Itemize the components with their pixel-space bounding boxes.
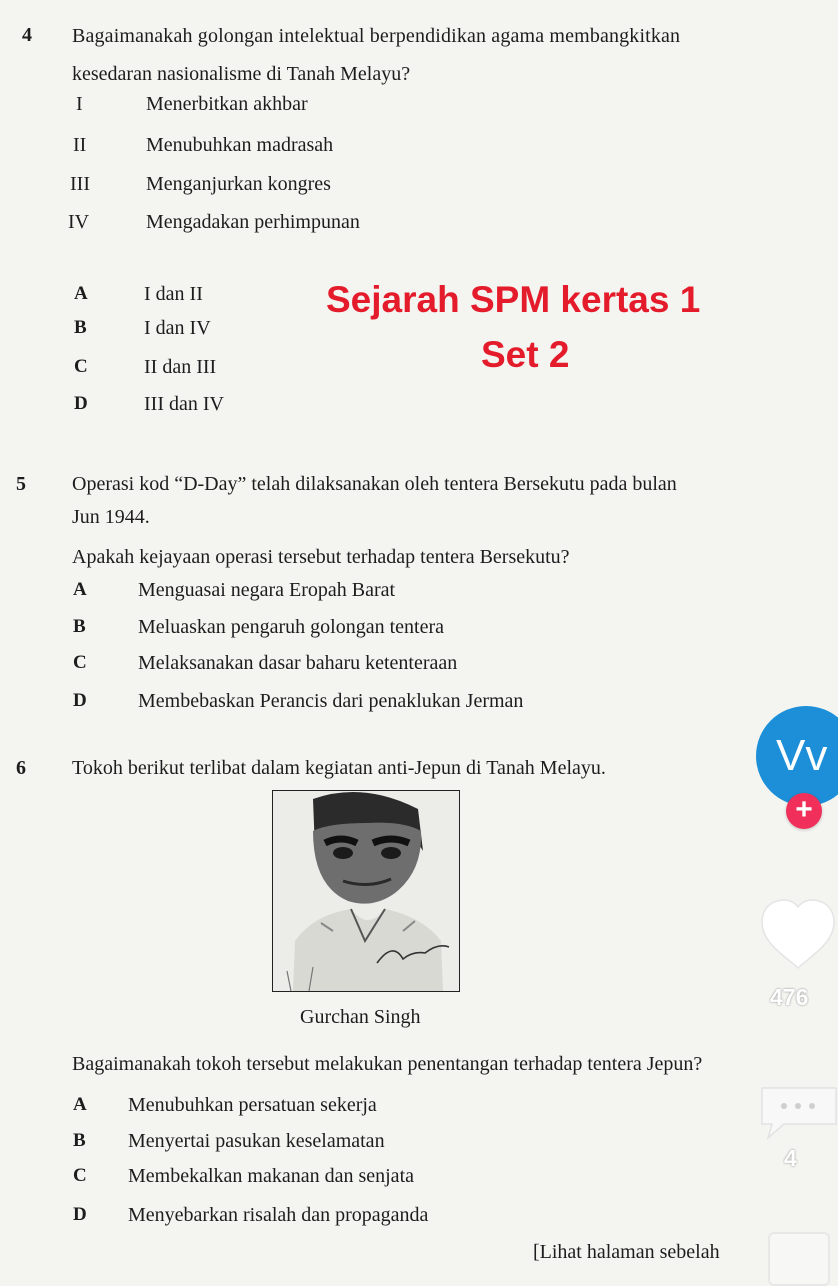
- q4-statement-text: Menerbitkan akhbar: [146, 93, 308, 115]
- question-6-stem: Tokoh berikut terlibat dalam kegiatan anti-Jepun di Tanah Melayu.: [72, 757, 606, 779]
- q4-option-text: I dan II: [144, 283, 203, 305]
- q4-option-letter: C: [74, 356, 88, 377]
- question-4-stem-line1: Bagaimanakah golongan intelektual berpendidikan agama membangkitkan: [72, 25, 681, 47]
- q5-option-text: Meluaskan pengaruh golongan tentera: [138, 616, 445, 638]
- q6-option-text: Menyertai pasukan keselamatan: [128, 1130, 385, 1152]
- q4-statement-roman: I: [76, 93, 83, 115]
- q4-option-letter: A: [74, 283, 88, 304]
- q5-option-text: Membebaskan Perancis dari penaklukan Jerman: [138, 690, 524, 712]
- comment-count: 4: [784, 1145, 797, 1171]
- q5-option-letter: D: [73, 690, 87, 711]
- follow-button[interactable]: +: [786, 793, 822, 829]
- like-count: 476: [770, 984, 809, 1010]
- q4-option-text: I dan IV: [144, 317, 211, 339]
- q4-option-letter: D: [74, 393, 88, 414]
- q5-option-text: Menguasai negara Eropah Barat: [138, 579, 396, 601]
- q4-statement-roman: IV: [68, 211, 90, 233]
- footer-next-page: [Lihat halaman sebelah: [533, 1241, 720, 1263]
- photo-caption: Gurchan Singh: [300, 1006, 421, 1028]
- q5-option-letter: B: [73, 616, 86, 637]
- q5-option-letter: C: [73, 652, 87, 673]
- q4-statement-roman: III: [70, 173, 90, 195]
- q6-option-letter: C: [73, 1165, 87, 1186]
- question-5-stem-line1: Operasi kod “D-Day” telah dilaksanakan oleh tentera Bersekutu pada bulan: [72, 473, 677, 495]
- overlay-title-line2: Set 2: [481, 334, 570, 375]
- q4-option-letter: B: [74, 317, 87, 338]
- portrait-photo: [272, 790, 460, 992]
- comment-bubble-icon[interactable]: [756, 1084, 838, 1142]
- q5-option-text: Melaksanakan dasar baharu ketenteraan: [138, 652, 458, 674]
- like-heart-icon[interactable]: [758, 896, 838, 974]
- share-button[interactable]: [768, 1232, 830, 1286]
- q6-option-text: Menubuhkan persatuan sekerja: [128, 1094, 377, 1116]
- q6-option-letter: D: [73, 1204, 87, 1225]
- question-6-question: Bagaimanakah tokoh tersebut melakukan penentangan terhadap tentera Jepun?: [72, 1053, 703, 1075]
- q4-statement-text: Menganjurkan kongres: [146, 173, 331, 195]
- q6-option-letter: B: [73, 1130, 86, 1151]
- overlay-title-line1: Sejarah SPM kertas 1: [326, 279, 701, 320]
- question-5-stem-line2: Jun 1944.: [72, 506, 150, 528]
- question-6-number: 6: [16, 757, 26, 779]
- q6-option-text: Menyebarkan risalah dan propaganda: [128, 1204, 429, 1226]
- q4-option-text: II dan III: [144, 356, 217, 378]
- question-4-stem-line2: kesedaran nasionalisme di Tanah Melayu?: [72, 63, 411, 85]
- q6-option-letter: A: [73, 1094, 87, 1115]
- q4-statement-text: Mengadakan perhimpunan: [146, 211, 360, 233]
- q6-option-text: Membekalkan makanan dan senjata: [128, 1165, 414, 1187]
- creator-avatar[interactable]: Vv: [756, 706, 838, 806]
- q4-statement-roman: II: [73, 134, 87, 156]
- q4-option-text: III dan IV: [144, 393, 224, 415]
- q4-statement-text: Menubuhkan madrasah: [146, 134, 334, 156]
- question-4-number: 4: [22, 24, 32, 46]
- question-5-number: 5: [16, 473, 26, 495]
- portrait-image: [273, 791, 459, 991]
- q5-option-letter: A: [73, 579, 87, 600]
- question-5-question: Apakah kejayaan operasi tersebut terhadap tentera Bersekutu?: [72, 546, 570, 568]
